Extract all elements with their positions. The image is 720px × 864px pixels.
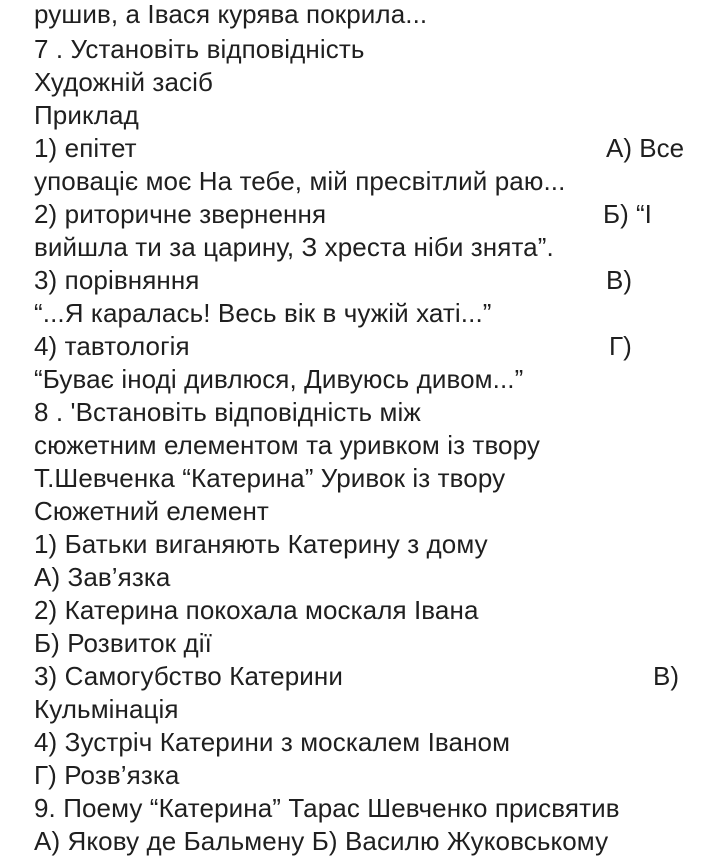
q8-option-b: Б) Розвиток дії (34, 628, 212, 658)
example-v-text: “...Я каралась! Весь вік в чужій хаті...” (34, 298, 492, 328)
example-b-text: вийшла ти за царину, З хреста ніби знята”. (34, 232, 554, 262)
option-v-label: В) (606, 265, 632, 295)
question-8-line-3: Т.Шевченка “Катерина” Уривок із твору (34, 463, 506, 493)
question-7-title: 7 . Установіть відповідність (34, 34, 365, 64)
example-a-text: уповаціє моє На тебе, мій пресвітлий раю... (34, 166, 566, 196)
column-header-example: Приклад (34, 100, 139, 130)
column-header-plot-element: Сюжетний елемент (34, 496, 269, 526)
option-a-label: А) Все (606, 133, 685, 163)
q8-option-v-text: Кульмінація (34, 694, 179, 724)
item-4-tautology: 4) тавтологія (34, 331, 190, 361)
example-g-text: “Буває іноді дивлюся, Дивуюсь дивом...” (34, 364, 524, 394)
item-3-comparison: 3) порівняння (34, 265, 200, 295)
q8-item-1: 1) Батьки виганяють Катерину з дому (34, 529, 488, 559)
q8-option-g: Г) Розв’язка (34, 760, 180, 790)
option-g-label: Г) (609, 331, 632, 361)
question-8-line-2: сюжетним елементом та уривком із твору (34, 430, 540, 460)
question-9-options: А) Якову де Бальмену Б) Василю Жуковському (34, 826, 609, 856)
item-1-epithet: 1) епітет (34, 133, 137, 163)
q8-item-4: 4) Зустріч Катерини з москалем Іваном (34, 727, 511, 757)
q8-item-2: 2) Катерина покохала москаля Івана (34, 595, 479, 625)
q8-option-v-label: В) (653, 661, 679, 691)
q8-option-a: А) Зав’язка (34, 562, 171, 592)
q8-item-3: 3) Самогубство Катерини (34, 661, 343, 691)
item-2-rhetorical: 2) риторичне звернення (34, 199, 327, 229)
question-9-title: 9. Поему “Катерина” Тарас Шевченко присвятив (34, 793, 620, 823)
question-8-title: 8 . 'Встановіть відповідність між (34, 397, 421, 427)
option-b-label: Б) “І (603, 199, 652, 229)
text-line-cut-top: рушив, а Івася курява покрила... (34, 0, 428, 29)
column-header-device: Художній засіб (34, 67, 213, 97)
